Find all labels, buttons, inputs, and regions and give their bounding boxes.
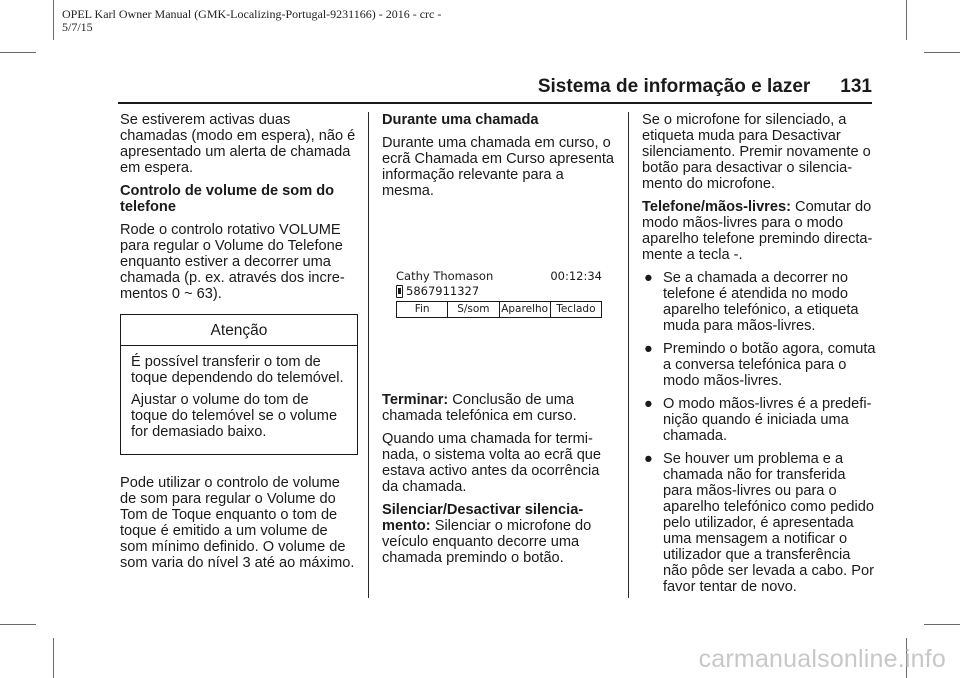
handset-button: Aparelho: [500, 302, 551, 317]
paragraph: Durante uma chamada em curso, o ecrã Chamada em Curso apresenta informação relevante para a mesma.: [382, 135, 614, 199]
column-1: [120, 112, 358, 578]
bullet-item: [642, 341, 876, 389]
term-label: Silenciar/Desactivar silencia-mento:: [382, 502, 584, 534]
print-metadata: [62, 8, 441, 34]
term-label: Terminar:: [382, 392, 449, 408]
notice-text: É possível transferir o tom de toque dependendo do telemóvel.: [131, 354, 344, 386]
caller-name: Cathy Thomason: [396, 269, 494, 283]
column-3: [642, 112, 876, 602]
column-divider-1: [368, 112, 369, 598]
section-heading: Controlo de volume de som do telefone: [120, 183, 335, 215]
crop-mark-right-bottom: [924, 624, 960, 625]
bullet-icon: ●: [644, 270, 653, 286]
bullet-item: [642, 396, 876, 444]
page-title: Sistema de informação e lazer: [537, 76, 811, 97]
crop-mark-left-bottom: [0, 624, 36, 625]
end-call-button: Fin: [397, 302, 448, 317]
term-text: Silenciar o microfone do veículo enquanto decorre uma chamada premindo o botão.: [382, 518, 592, 566]
paragraph: Rode o controlo rotativo VOLUME para regular o Volume do Telefone enquanto estiver a decorrer uma chamada (p. ex. através dos incre-mentos 0 ~ 63).: [120, 222, 345, 302]
call-screen-illustration: [396, 269, 602, 318]
paragraph: [382, 502, 616, 566]
bullet-icon: ●: [644, 396, 653, 412]
call-timer: 00:12:34: [550, 269, 602, 283]
bullet-item: [642, 451, 876, 595]
paragraph: Se o microfone for silenciado, a etiqueta muda para Desactivar silenciamento. Premir novamente o botão para desactivar o silencia-mento do microfone.: [642, 112, 871, 192]
watermark: carmanualsonline.info: [698, 645, 946, 673]
term-text: Comutar do modo mãos-livres para o modo aparelho telefone premindo directa-mente a tecla -.: [642, 199, 873, 263]
mute-button: S/som: [448, 302, 499, 317]
notice-text: Ajustar o volume do tom de toque do telemóvel se o volume for demasiado baixo.: [131, 392, 338, 440]
paragraph: Quando uma chamada for termi-nada, o sistema volta ao ecrã que estava activo antes da ocorrência da chamada.: [382, 431, 602, 495]
handset-icon: [396, 285, 403, 298]
term-text: Conclusão de uma chamada telefónica em curso.: [382, 392, 577, 424]
bullet-text: Se houver um problema e a chamada não for transferida para mãos-livres ou para o aparelho telefónico como pedido pelo utilizador, é apresentada uma mensagem a notificar o utilizador que a transferência não pôde ser levada a cabo. Por favor tentar de novo.: [663, 451, 874, 595]
paragraph: Pode utilizar o controlo de volume de som para regular o Volume do Tom de Toque enquanto o tom de toque é emitido a um volume de som mínimo definido. O volume de som varia do nível 3 até ao máximo.: [120, 475, 355, 571]
page-number: 131: [840, 76, 872, 97]
paragraph: [642, 199, 876, 263]
paragraph: Se estiverem activas duas chamadas (modo em espera), não é apresentado um alerta de chamada em espera.: [120, 112, 356, 176]
call-button-bar: [396, 301, 602, 318]
header-rule: [118, 102, 872, 104]
term-label: Telefone/mãos-livres:: [642, 199, 791, 215]
crop-mark-top-left: [53, 0, 54, 40]
bullet-icon: ●: [644, 341, 653, 357]
bullet-item: [642, 270, 876, 334]
section-heading: Durante uma chamada: [382, 112, 539, 128]
column-2: [382, 112, 616, 573]
crop-mark-right-top: [924, 52, 960, 53]
phone-number: 5867911327: [406, 284, 480, 298]
keypad-button: Teclado: [556, 303, 596, 315]
notice-title: Atenção: [121, 315, 357, 346]
crop-mark-top-right: [906, 0, 907, 40]
crop-mark-bottom-left: [53, 638, 54, 678]
crop-mark-left-top: [0, 52, 36, 53]
bullet-text: Premindo o botão agora, comuta a conversa telefónica para o modo mãos-livres.: [663, 341, 876, 389]
notice-box: [120, 314, 358, 455]
page-header: [538, 76, 872, 98]
column-divider-2: [628, 112, 629, 598]
print-metadata-line2: 5/7/15: [62, 20, 93, 34]
paragraph: [382, 392, 616, 424]
bullet-text: Se a chamada a decorrer no telefone é atendida no modo aparelho telefónico, a etiqueta muda para mãos-livres.: [663, 270, 859, 334]
bullet-icon: ●: [644, 451, 653, 467]
bullet-text: O modo mãos-livres é a predefi-nição quando é iniciada uma chamada.: [663, 396, 872, 444]
print-metadata-line1: OPEL Karl Owner Manual (GMK-Localizing-Portugal-9231166) - 2016 - crc -: [62, 7, 442, 21]
